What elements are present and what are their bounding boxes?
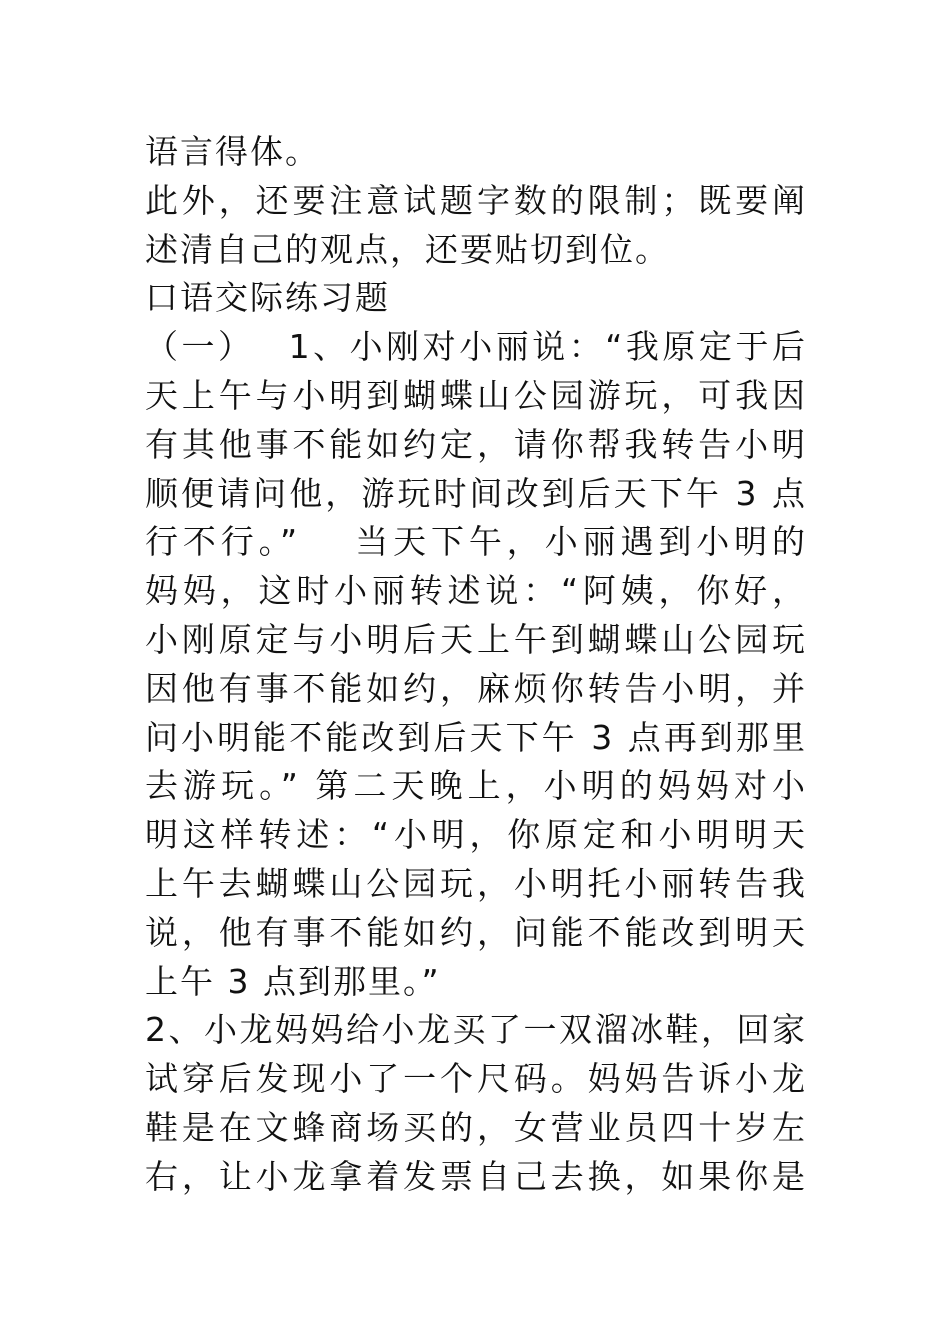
- text-line: 问小明能不能改到后天下午 3 点再到那里: [145, 717, 807, 757]
- text-line: 述清自己的观点，还要贴切到位。: [145, 229, 670, 269]
- text-line: 此外，还要注意试题字数的限制；既要阐: [145, 180, 807, 220]
- text-line: 天上午与小明到蝴蝶山公园游玩，可我因: [145, 375, 807, 415]
- text-line: 去游玩。” 第二天晚上，小明的妈妈对小: [145, 766, 807, 806]
- text-line: 因他有事不能如约，麻烦你转告小明，并: [145, 668, 807, 708]
- text-line: 明这样转述：“小明，你原定和小明明天: [145, 815, 807, 855]
- text-line: 有其他事不能如约定，请你帮我转告小明: [145, 424, 807, 464]
- text-line: 上午去蝴蝶山公园玩，小明托小丽转告我: [145, 863, 807, 903]
- text-line: 顺便请问他，游玩时间改到后天下午 3 点: [145, 473, 807, 513]
- text-line: 试穿后发现小了一个尺码。妈妈告诉小龙: [145, 1059, 807, 1099]
- text-line: 上午 3 点到那里。”: [145, 961, 441, 1001]
- text-line: 2、小龙妈妈给小龙买了一双溜冰鞋，回家: [145, 1010, 807, 1050]
- text-line: （一） 1、小刚对小丽说：“我原定于后: [145, 327, 807, 367]
- text-line: 语言得体。: [145, 132, 320, 171]
- text-line: 右，让小龙拿着发票自己去换，如果你是: [145, 1156, 807, 1196]
- text-line: 行不行。” 当天下午，小丽遇到小明的: [145, 522, 807, 562]
- text-line: 妈妈，这时小丽转述说：“阿姨，你好，: [145, 571, 807, 611]
- section-heading: 口语交际练习题: [145, 278, 390, 318]
- text-line: 小刚原定与小明后天上午到蝴蝶山公园玩: [145, 619, 807, 659]
- text-line: 说，他有事不能如约，问能不能改到明天: [145, 912, 807, 952]
- text-line: 鞋是在文蜂商场买的，女营业员四十岁左: [145, 1107, 807, 1147]
- document-body: [145, 128, 807, 1202]
